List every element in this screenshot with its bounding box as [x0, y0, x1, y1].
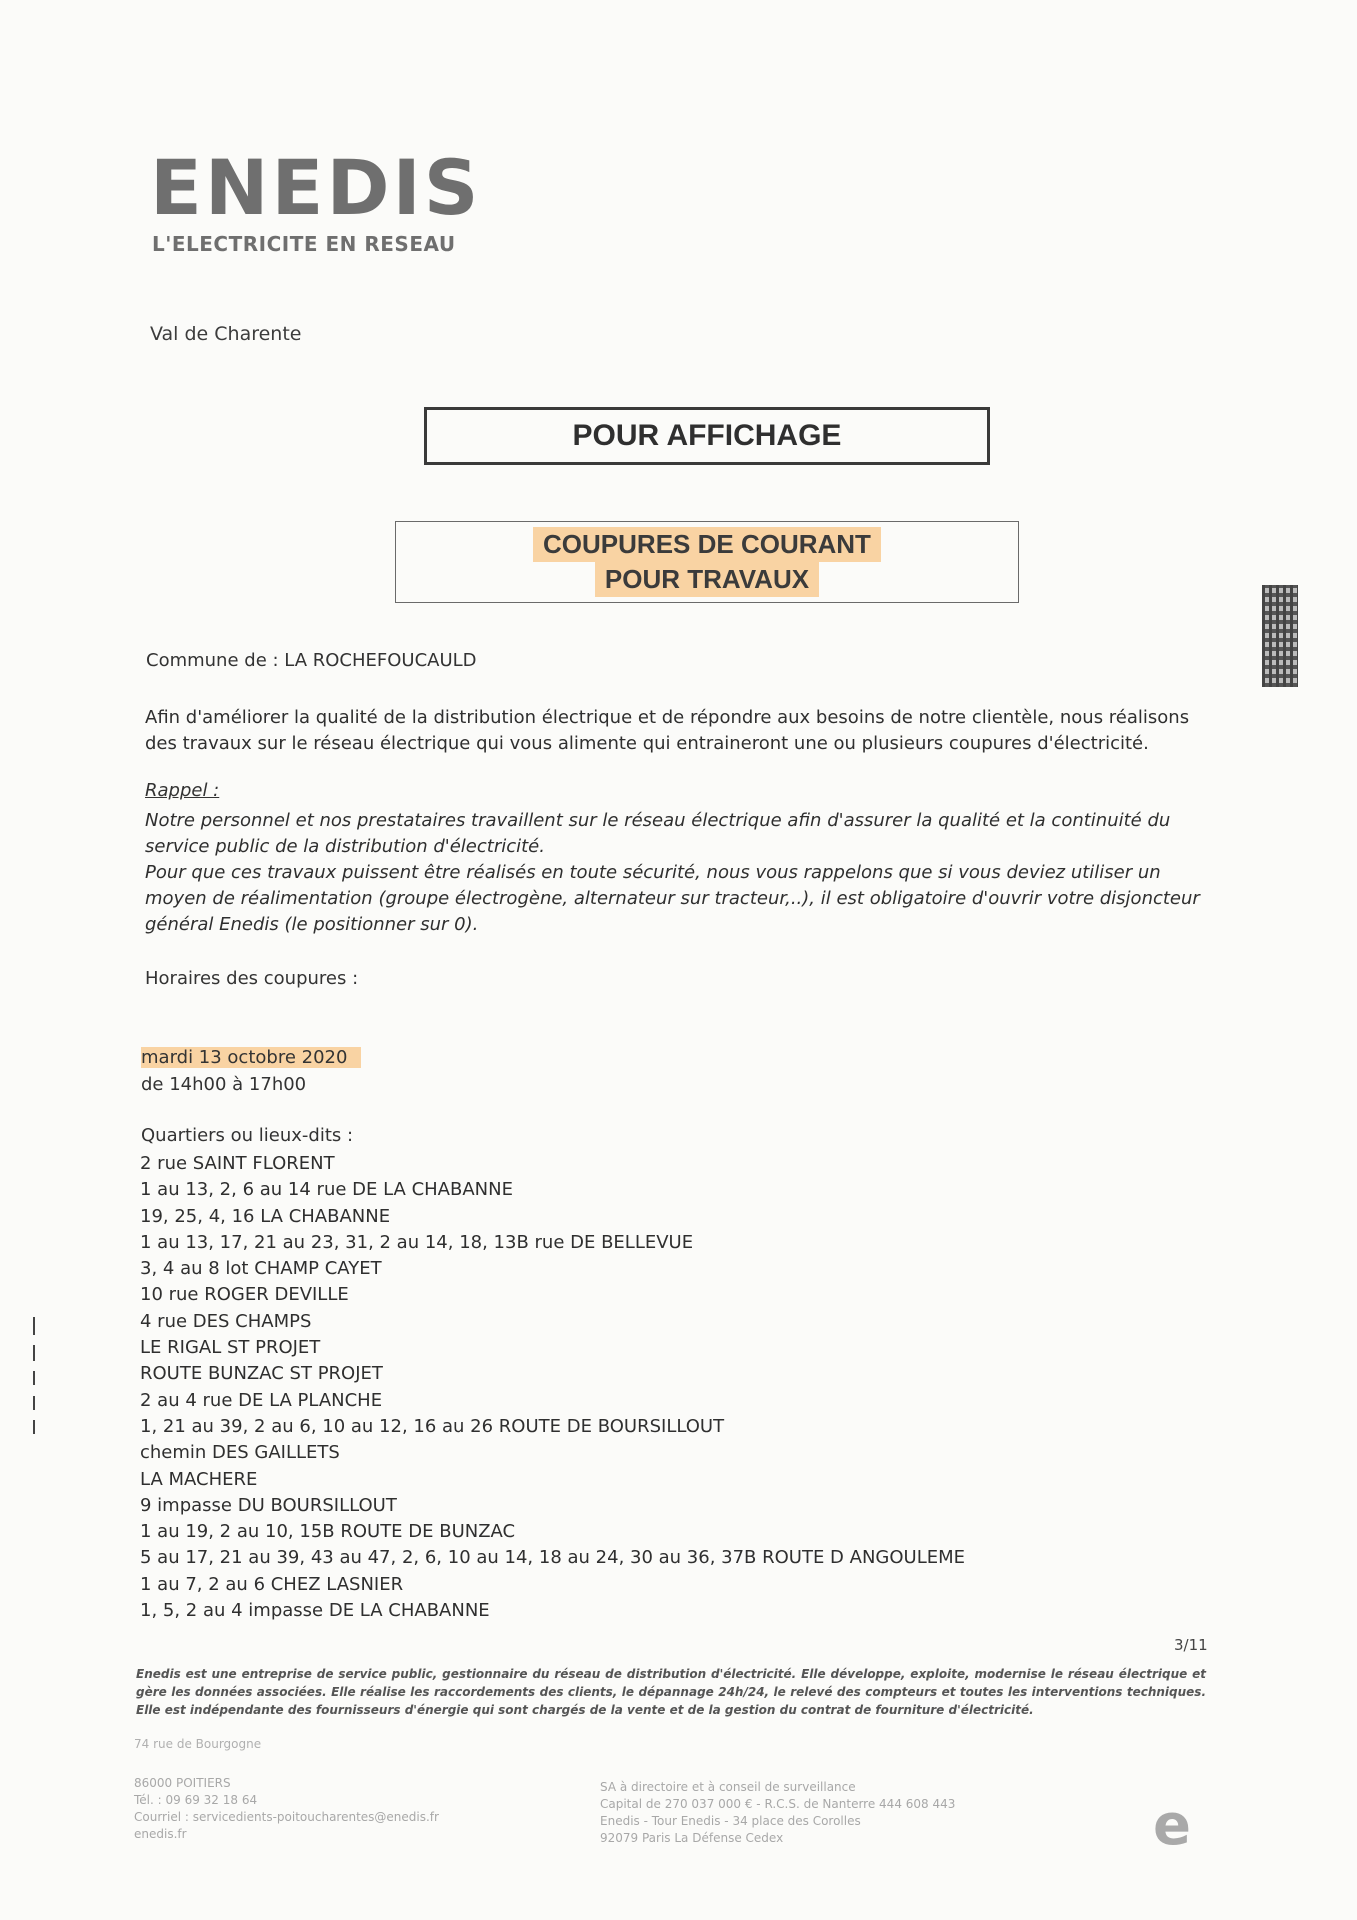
rappel-heading: Rappel :	[145, 780, 220, 801]
address-item: 5 au 17, 21 au 39, 43 au 47, 2, 6, 10 au 14, 18 au 24, 30 au 36, 37B ROUTE D ANGOULEME	[140, 1547, 966, 1569]
rappel-paragraph-1: Notre personnel et nos prestataires travaillent sur le réseau électrique afin d'assurer la qualité et la continuité du service public de la distribution d'électricité.	[145, 810, 1171, 857]
address-item: 19, 25, 4, 16 LA CHABANNE	[140, 1205, 391, 1227]
margin-mark	[33, 1371, 35, 1385]
outage-schedule	[141, 1044, 361, 1098]
notice-subtitle-box	[395, 521, 1019, 603]
region-label: Val de Charente	[150, 323, 302, 345]
address-item: LE RIGAL ST PROJET	[140, 1337, 321, 1359]
notice-title-box	[424, 407, 990, 465]
footer-company-info	[600, 1779, 955, 1847]
qr-code-icon	[1262, 585, 1298, 687]
company-line-1: SA à directoire et à conseil de surveillance	[600, 1780, 856, 1794]
notice-subtitle-line2: POUR TRAVAUX	[595, 562, 819, 597]
rappel-paragraphs	[145, 808, 1225, 938]
outage-time: de 14h00 à 17h00	[141, 1074, 307, 1095]
address-item: 1, 21 au 39, 2 au 6, 10 au 12, 16 au 26 ROUTE DE BOURSILLOUT	[140, 1415, 725, 1437]
intro-paragraph: Afin d'améliorer la qualité de la distribution électrique et de répondre aux besoins de notre clientèle, nous réalisons des travaux sur le réseau électrique qui vous alimente qui entraineront une ou plusieurs coupures d'électricité.	[145, 707, 1190, 754]
margin-mark	[33, 1345, 35, 1361]
notice-subtitle-line1: COUPURES DE COURANT	[533, 527, 881, 562]
address-item: 2 rue SAINT FLORENT	[140, 1153, 335, 1174]
address-item: 2 au 4 rue DE LA PLANCHE	[140, 1389, 383, 1411]
margin-mark	[33, 1420, 35, 1434]
address-item: 1 au 13, 2, 6 au 14 rue DE LA CHABANNE	[140, 1179, 513, 1201]
footer-email: Courriel : servicedients-poitoucharentes@enedis.fr	[134, 1810, 439, 1824]
address-item: LA MACHERE	[140, 1468, 258, 1490]
address-item: 1 au 19, 2 au 10, 15B ROUTE DE BUNZAC	[140, 1521, 516, 1543]
address-item: chemin DES GAILLETS	[140, 1442, 340, 1464]
quartiers-heading: Quartiers ou lieux-dits :	[141, 1125, 354, 1146]
legal-notice: Enedis est une entreprise de service public, gestionnaire du réseau de distribution d'électricité. Elle développe, exploite, modernise le réseau électrique et gère les données associées. Elle réalise les raccordements des clients, le dépannage 24h/24, le relevé des compteurs et toutes les interventions techniques. Elle est indépendante des fournisseurs d'énergie qui sont chargés de la vente et de la gestion du contrat de fourniture d'électricité.	[136, 1667, 1206, 1717]
enedis-footer-logo-icon: e	[1153, 1793, 1191, 1858]
margin-mark	[33, 1317, 35, 1335]
address-list	[140, 1151, 1240, 1624]
address-item: 3, 4 au 8 lot CHAMP CAYET	[140, 1258, 382, 1280]
margin-mark	[33, 1396, 35, 1410]
company-line-3: Enedis - Tour Enedis - 34 place des Corolles	[600, 1814, 861, 1828]
footer-street: 74 rue de Bourgogne	[134, 1737, 262, 1751]
address-item: 4 rue DES CHAMPS	[140, 1310, 312, 1332]
address-item: ROUTE BUNZAC ST PROJET	[140, 1363, 383, 1385]
page-number: 3/11	[1174, 1636, 1208, 1654]
footer-city: 86000 POITIERS	[134, 1776, 231, 1790]
footer-web: enedis.fr	[134, 1827, 187, 1841]
logo-tagline: L'ELECTRICITE EN RESEAU	[152, 232, 456, 256]
rappel-paragraph-2: Pour que ces travaux puissent être réalisés en toute sécurité, nous vous rappelons que si vous deviez utiliser un moyen de réalimentation (groupe électrogène, alternateur sur tracteur,..), il est obligatoire d'ouvrir votre disjoncteur général Enedis (le positionner sur 0).	[145, 862, 1200, 935]
address-item: 1 au 13, 17, 21 au 23, 31, 2 au 14, 18, 13B rue DE BELLEVUE	[140, 1231, 694, 1253]
address-item: 1, 5, 2 au 4 impasse DE LA CHABANNE	[140, 1600, 490, 1622]
footer-contact	[134, 1775, 439, 1843]
company-line-2: Capital de 270 037 000 € - R.C.S. de Nanterre 444 608 443	[600, 1797, 956, 1811]
horaires-heading: Horaires des coupures :	[145, 968, 359, 989]
address-item: 10 rue ROGER DEVILLE	[140, 1284, 349, 1306]
footer-tel: Tél. : 09 69 32 18 64	[134, 1793, 258, 1807]
address-item: 9 impasse DU BOURSILLOUT	[140, 1494, 397, 1516]
outage-date: mardi 13 octobre 2020	[141, 1047, 361, 1068]
company-line-4: 92079 Paris La Défense Cedex	[600, 1831, 784, 1845]
commune-line: Commune de : LA ROCHEFOUCAULD	[146, 650, 477, 671]
notice-title: POUR AFFICHAGE	[572, 419, 842, 452]
address-item: 1 au 7, 2 au 6 CHEZ LASNIER	[140, 1573, 404, 1595]
enedis-logo: ENEDIS	[150, 143, 482, 232]
